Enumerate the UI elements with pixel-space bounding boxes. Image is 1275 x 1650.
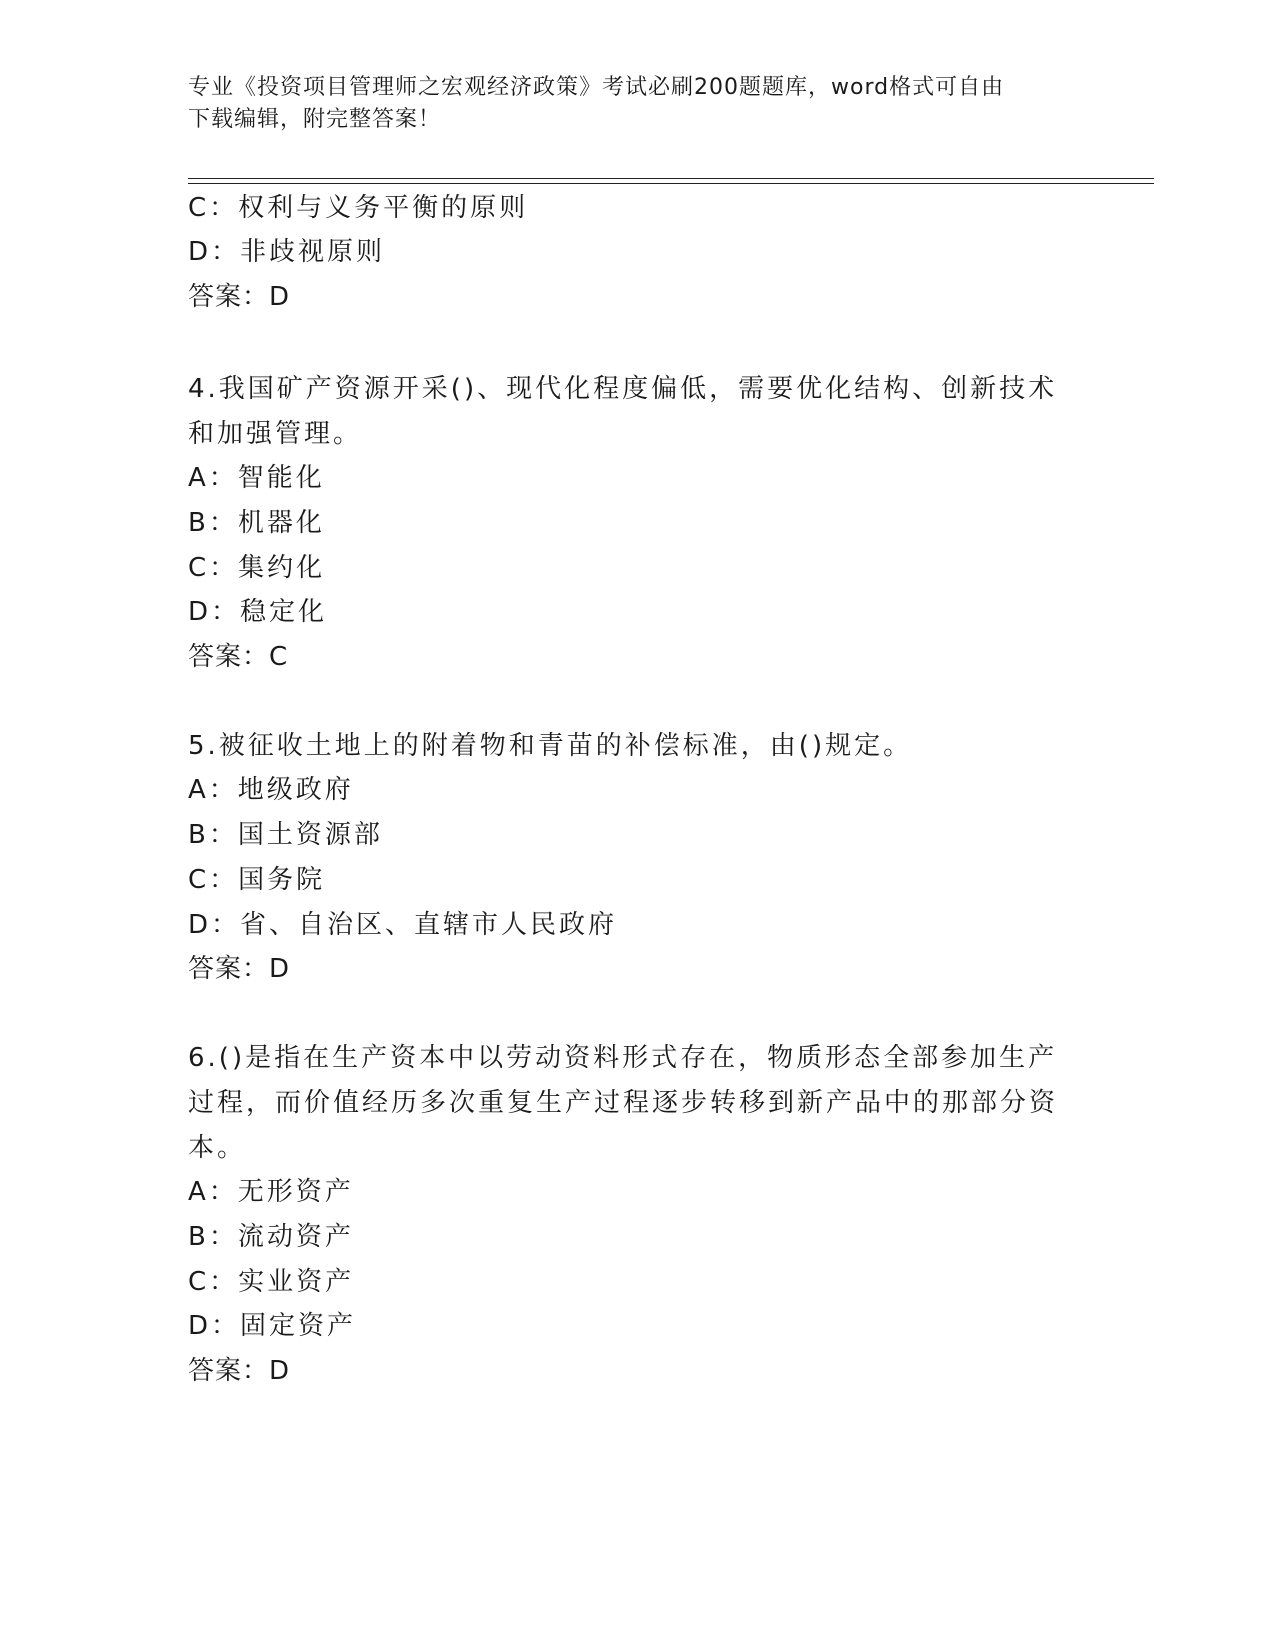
q6-stem-line-3: 本。 [188, 1133, 247, 1163]
q5-option-b: B：国土资源部 [188, 820, 383, 850]
header-line-1: 专业《投资项目管理师之宏观经济政策》考试必刷200题题库，word格式可自由 [188, 75, 1005, 100]
q6-option-b: B：流动资产 [188, 1222, 354, 1252]
q6-stem-line-2: 过程，而价值经历多次重复生产过程逐步转移到新产品中的那部分资 [188, 1088, 1059, 1118]
q4-option-c: C：集约化 [188, 553, 326, 583]
q5-stem-line-1: 5.被征收土地上的附着物和青苗的补偿标准，由()规定。 [188, 731, 913, 761]
q4-answer: 答案：C [188, 642, 289, 672]
q4-option-a: A：智能化 [188, 463, 325, 493]
q5-option-c: C：国务院 [188, 865, 326, 895]
header-divider-bottom [188, 183, 1154, 184]
header-divider-top [188, 178, 1154, 179]
header-line-2: 下载编辑，附完整答案！ [188, 107, 442, 132]
q5-option-d: D：省、自治区、直辖市人民政府 [188, 910, 618, 940]
q4-stem-line-2: 和加强管理。 [188, 419, 363, 449]
q4-option-d: D：稳定化 [188, 597, 328, 627]
q6-option-c: C：实业资产 [188, 1267, 355, 1297]
q6-stem-line-1: 6.()是指在生产资本中以劳动资料形式存在，物质形态全部参加生产 [188, 1043, 1058, 1073]
q5-option-a: A：地级政府 [188, 775, 354, 805]
q3-option-c: C：权利与义务平衡的原则 [188, 193, 529, 223]
q3-answer: 答案：D [188, 282, 291, 312]
q3-option-d: D：非歧视原则 [188, 237, 386, 267]
q6-option-a: A：无形资产 [188, 1177, 354, 1207]
q6-option-d: D：固定资产 [188, 1311, 357, 1341]
document-header [188, 72, 1088, 136]
q4-option-b: B：机器化 [188, 508, 325, 538]
q6-answer: 答案：D [188, 1356, 291, 1386]
q4-stem-line-1: 4.我国矿产资源开采()、现代化程度偏低，需要优化结构、创新技术 [188, 374, 1058, 404]
q5-answer: 答案：D [188, 954, 291, 984]
